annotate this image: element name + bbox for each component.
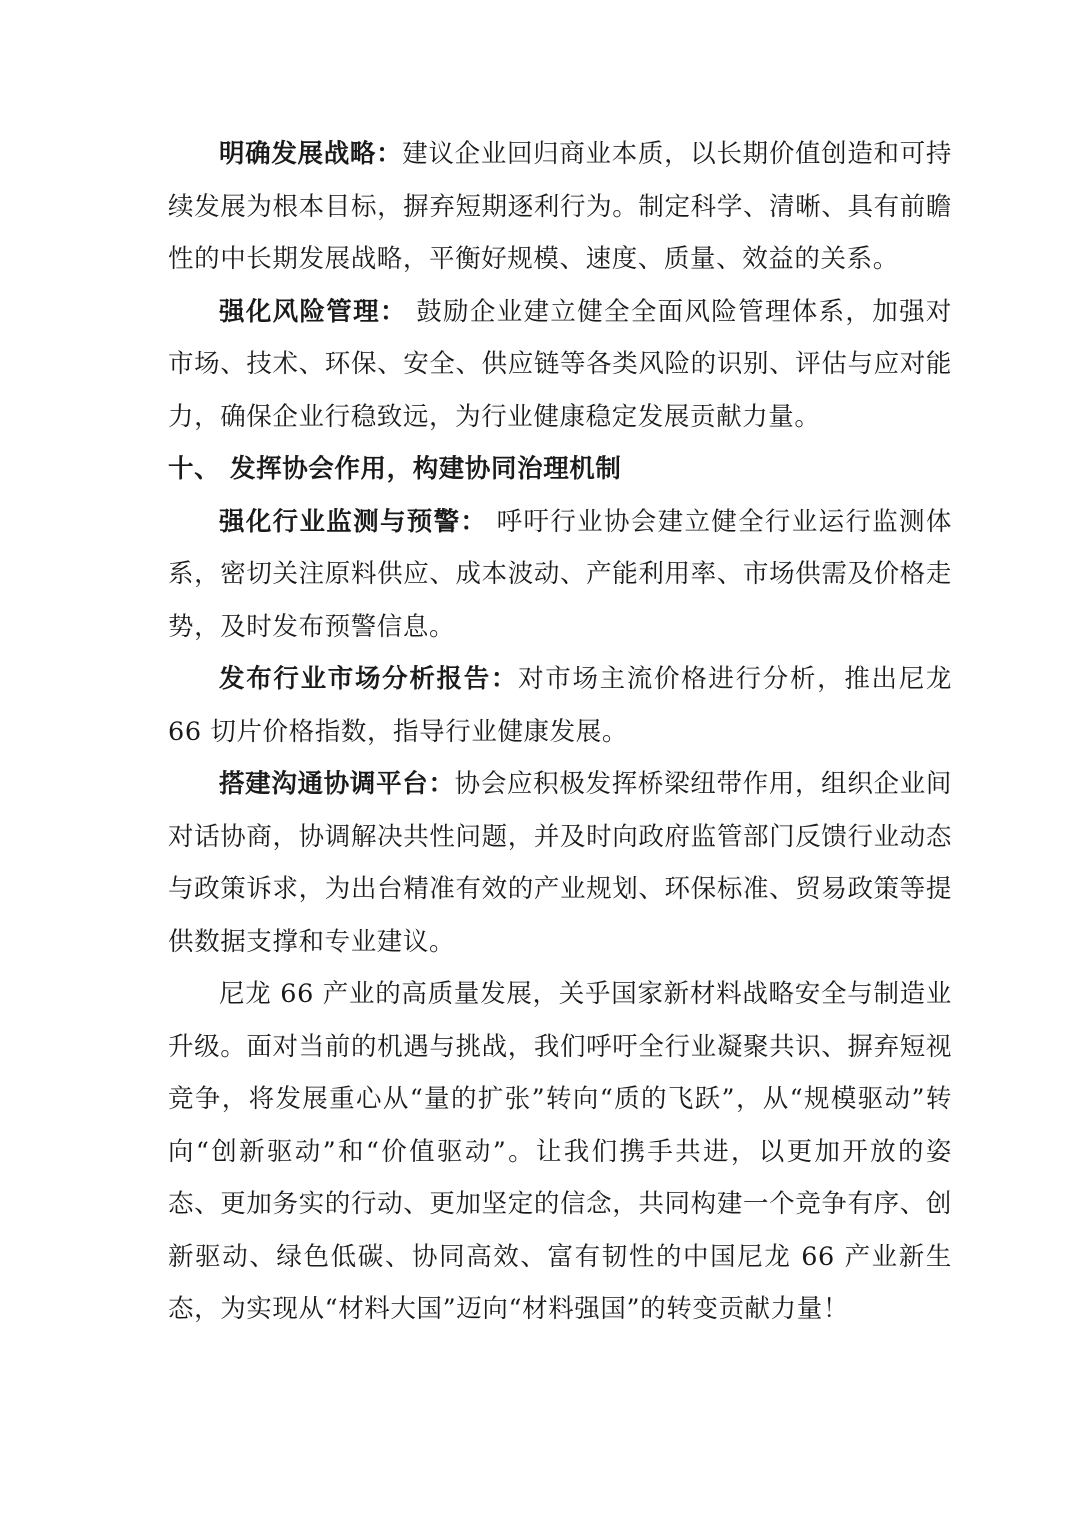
paragraph-text: 建议企业回归商业本质，以长期价值创造和可持续发展为根本目标，摒弃短期逐利行为。制定科学、清晰、具有前瞻性的中长期发展战略，平衡好规模、速度、质量、效益的关系。 (168, 139, 953, 274)
paragraph-lead: 发布行业市场分析报告： (219, 664, 519, 694)
paragraph-text: 鼓励企业建立健全全面风险管理体系，加强对市场、技术、环保、安全、供应链等各类风险的识别、评估与应对能力，确保企业行稳致远，为行业健康稳定发展贡献力量。 (168, 296, 952, 432)
paragraph-market-report (168, 653, 952, 758)
paragraph-development-strategy (168, 128, 952, 286)
document-page (168, 128, 952, 1336)
paragraph-lead: 明确发展战略： (219, 139, 403, 169)
paragraph-lead: 强化行业监测与预警： (219, 506, 488, 537)
paragraph-text: 对市场主流价格进行分析，推出尼龙 66 切片价格指数，指导行业健康发展。 (168, 664, 952, 747)
paragraph-risk-management (168, 286, 952, 444)
section-number: 十、 (168, 454, 221, 484)
paragraph-text: 呼吁行业协会建立健全行业运行监测体系，密切关注原料供应、成本波动、产能利用率、市场供需及价格走势，及时发布预警信息。 (168, 506, 952, 642)
paragraph-lead: 搭建沟通协调平台： (219, 769, 455, 799)
paragraph-text: 协会应积极发挥桥梁纽带作用，组织企业间对话协商，协调解决共性问题，并及时向政府监管部门反馈行业动态与政策诉求，为出台精准有效的产业规划、环保标准、贸易政策等提供数据支撑和专业建议。 (168, 769, 953, 957)
paragraph-conclusion: 尼龙 66 产业的高质量发展，关乎国家新材料战略安全与制造业升级。面对当前的机遇与挑战，我们呼吁全行业凝聚共识、摒弃短视竞争，将发展重心从“量的扩张”转向“质的飞跃”，从“规模驱动”转向“创新驱动”和“价值驱动”。让我们携手共进，以更加开放的姿态、更加务实的行动、更加坚定的信念，共同构建一个竞争有序、创新驱动、绿色低碳、协同高效、富有韧性的中国尼龙 66 产业新生态，为实现从“材料大国”迈向“材料强国”的转变贡献力量！ (168, 979, 952, 1324)
section-title: 发挥协会作用，构建协同治理机制 (230, 454, 622, 484)
section-heading (168, 443, 952, 496)
paragraph-lead: 强化风险管理： (219, 296, 407, 327)
paragraph-coordination-platform (168, 758, 952, 968)
paragraph-monitoring-warning (168, 496, 952, 654)
